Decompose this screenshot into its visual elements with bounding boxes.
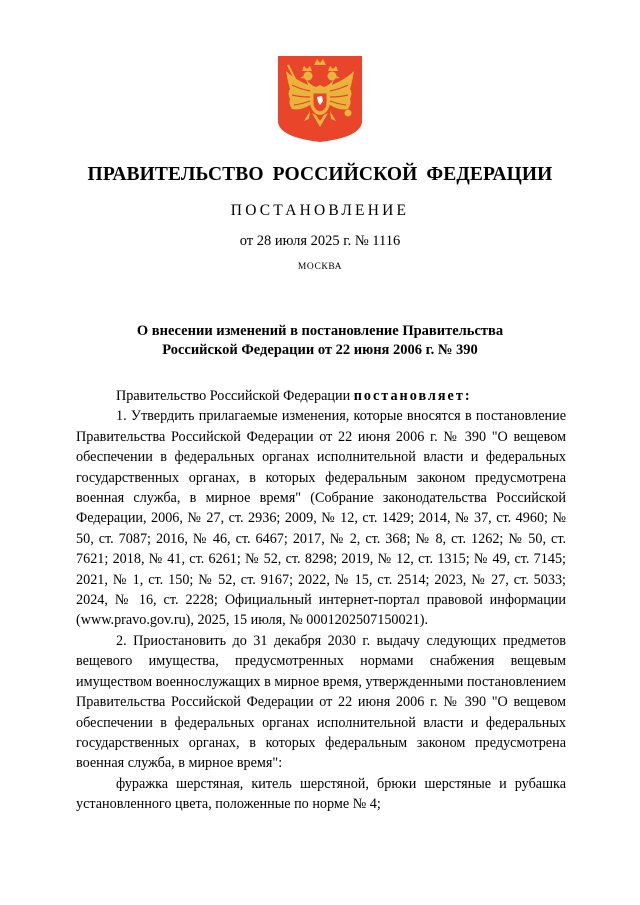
government-title: ПРАВИТЕЛЬСТВО РОССИЙСКОЙ ФЕДЕРАЦИИ	[87, 164, 553, 185]
document-body	[76, 386, 566, 815]
document-date-number: от 28 июля 2025 г. № 1116	[239, 233, 401, 249]
paragraph-3: фуражка шерстяная, китель шерстяной, брюки шерстяные и рубашка установленного цвета, положенные по норме № 4;	[76, 775, 566, 813]
intro-text: Правительство Российской Федерации	[116, 388, 354, 404]
paragraph-2: 2. Приостановить до 31 декабря 2030 г. выдачу следующих предметов вещевого имущества, предусмотренных нормами снабжения вещевым имуществом военнослужащих в мирное время, утвержденными постановлением Правительства Российской Федерации от 22 июня 2006 г. № 390 "О вещевом обеспечении в федеральных органах исполнительной власти и федеральных государственных органах, в которых федеральным законом предусмотрена военная служба, в мирное время":	[76, 632, 566, 772]
paragraph-1: 1. Утвердить прилагаемые изменения, которые вносятся в постановление Правительства Российской Федерации от 22 июня 2006 г. № 390 "О вещевом обеспечении в федеральных органах исполнительной власти и федеральных государственных органах, в которых федеральным законом предусмотрена военная служба, в мирное время" (Собрание законодательства Российской Федерации, 2006, № 27, ст. 2936; 2009, № 12, ст. 1429; 2014, № 37, ст. 4960; № 50, ст. 7087; 2016, № 46, ст. 6467; 2017, № 2, ст. 368; № 8, ст. 1262; № 50, ст. 7621; 2018, № 41, ст. 6261; № 52, ст. 8298; 2019, № 12, ст. 1315; № 49, ст. 7145; 2021, № 1, ст. 150; № 52, ст. 9167; 2022, № 15, ст. 2514; 2023, № 27, ст. 5033; 2024, № 16, ст. 2228; Официальный интернет-портал правовой информации (www.pravo.gov.ru), 2025, 15 июля, № 0001202507150021).	[76, 408, 566, 629]
decree-word: постановляет:	[353, 388, 472, 404]
document-type: ПОСТАНОВЛЕНИЕ	[230, 202, 410, 219]
document-subject	[60, 322, 580, 360]
subject-line-2: Российской Федерации от 22 июня 2006 г. № 390	[162, 342, 478, 358]
intro-paragraph	[76, 386, 566, 406]
coat-of-arms-icon	[276, 55, 364, 143]
document-city: МОСКВА	[297, 262, 343, 272]
subject-line-1: О внесении изменений в постановление Правительства	[136, 323, 504, 339]
